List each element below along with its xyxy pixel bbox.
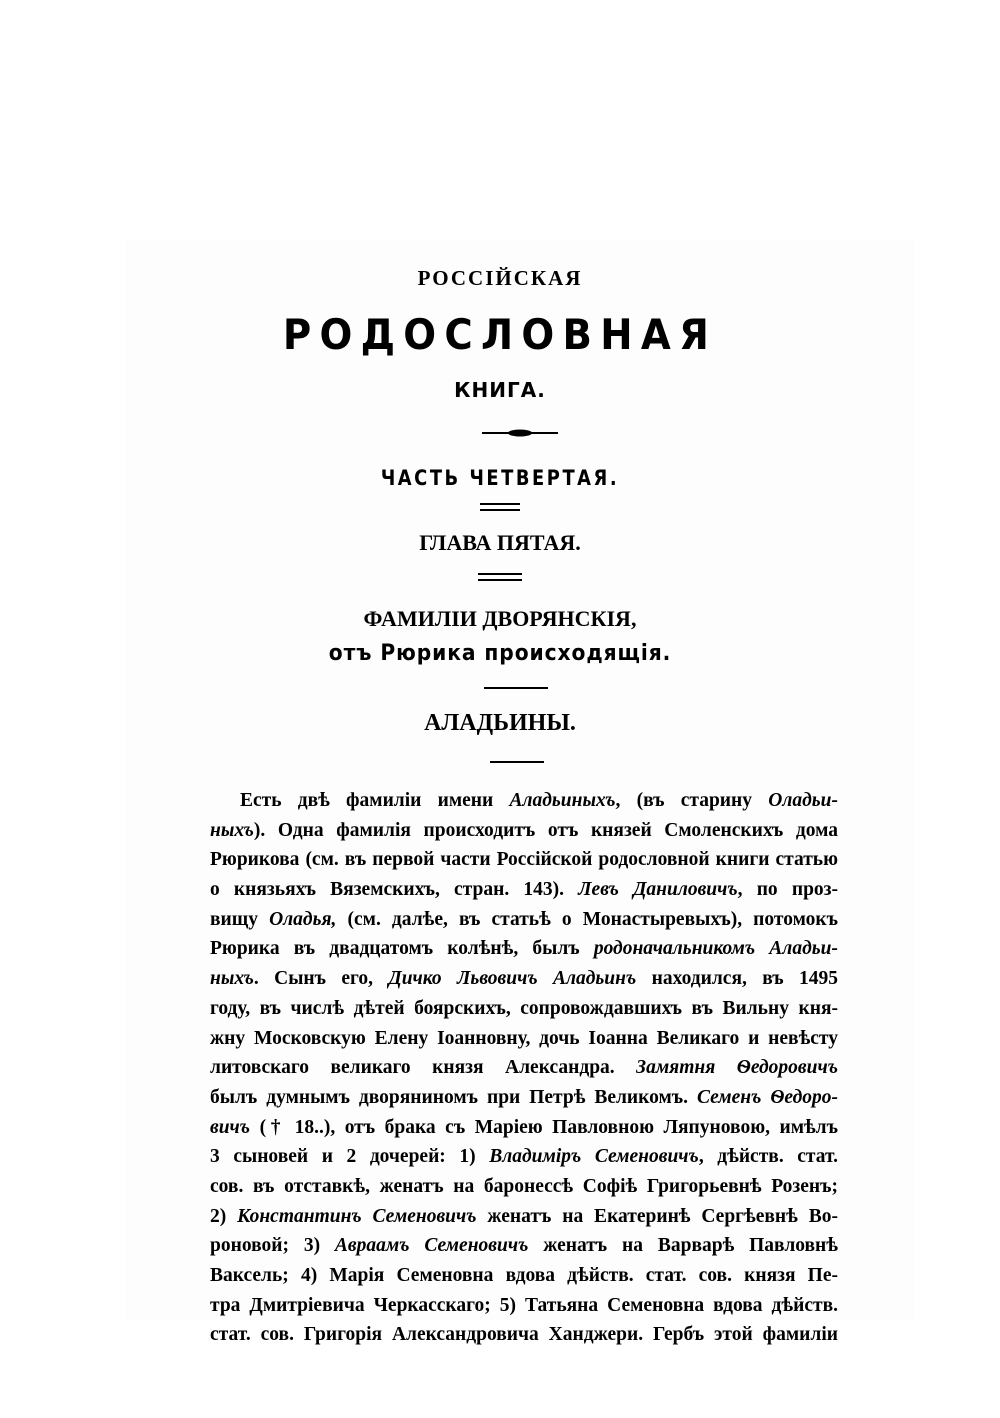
- italic-name-segment: Оладьи-: [768, 790, 838, 811]
- text-segment: о князьяхъ Вяземскихъ, стран. 143).: [210, 879, 579, 901]
- text-segment: , (въ старину: [615, 790, 769, 811]
- text-segment: , дѣйств. стат.: [698, 1146, 838, 1168]
- text-line: [210, 1291, 838, 1321]
- italic-name-segment: Константинъ Семеновичъ: [237, 1205, 477, 1227]
- text-segment: сов. въ отставкѣ, женатъ на баронессѣ Софіѣ Григорьевнѣ Розенъ;: [210, 1175, 838, 1197]
- text-segment: стат. сов. Григорія Александровича Ханджери. Гербъ этой фамиліи: [210, 1324, 838, 1346]
- text-line: [210, 1172, 838, 1202]
- italic-name-segment: ныхъ: [210, 819, 254, 841]
- text-segment: женатъ на Варварѣ Павловнѣ: [528, 1235, 838, 1257]
- double-rule: [480, 503, 520, 511]
- text-segment: 3 сыновей и 2 дочерей: 1): [210, 1146, 490, 1168]
- text-segment: ). Одна фамилія происходитъ отъ князей Смоленскихъ дома: [253, 819, 838, 841]
- text-line: [210, 1113, 838, 1143]
- text-segment: тра Дмитріевича Черкасскаго; 5) Татьяна Семеновна вдова дѣйств.: [210, 1294, 838, 1316]
- text-segment: жну Московскую Елену Іоанновну, дочь Іоанна Великаго и невѣсту: [210, 1027, 838, 1049]
- text-line: [210, 1142, 838, 1172]
- italic-name-segment: Семенъ Ѳедоро-: [696, 1086, 839, 1108]
- text-line: [210, 786, 838, 816]
- text-line: [210, 816, 838, 846]
- text-segment: былъ думнымъ дворяниномъ при Петрѣ Великомъ.: [210, 1086, 697, 1108]
- text-line: [210, 1053, 838, 1083]
- italic-name-segment: ныхъ: [210, 968, 254, 990]
- italic-name-segment: Оладья,: [269, 908, 337, 930]
- text-line: [210, 1231, 838, 1261]
- text-line: [210, 934, 838, 964]
- title-top: РОССІЙСКАЯ: [417, 266, 583, 290]
- family-heading: АЛАДЬИНЫ.: [424, 710, 576, 736]
- text-segment: году, въ числѣ дѣтей боярскихъ, сопровождавшихъ въ Вильну кня-: [210, 997, 838, 1019]
- text-line: [210, 845, 838, 875]
- text-segment: (см. далѣе, въ статьѣ о Монастыревыхъ), потомокъ: [336, 908, 838, 930]
- rule: [484, 687, 548, 689]
- section-heading: ФАМИЛІИ ДВОРЯНСКІЯ,: [363, 606, 637, 631]
- rule: [490, 761, 544, 763]
- text-segment: литовскаго великаго князя Александра.: [210, 1057, 637, 1079]
- text-segment: († 18..), отъ брака съ Маріею Павловною Ляпуновою, имѣлъ: [250, 1116, 838, 1138]
- text-line: [210, 1024, 838, 1054]
- part-heading: ЧАСТЬ ЧЕТВЕРТАЯ.: [380, 466, 620, 490]
- body-text: [210, 786, 838, 1350]
- section-subheading: отъ Рюрика происходящія.: [328, 641, 672, 666]
- italic-name-segment: Замятня Ѳедоровичъ: [636, 1057, 838, 1079]
- text-line: [210, 1261, 838, 1291]
- italic-name-segment: Аладьиныхъ: [509, 790, 616, 811]
- text-segment: находился, въ 1495: [636, 968, 838, 990]
- text-line: [210, 994, 838, 1024]
- title-bottom: КНИГА.: [454, 378, 546, 402]
- italic-name-segment: Владиміръ Семеновичъ: [489, 1146, 699, 1168]
- title-main: РОДОСЛОВНАЯ: [282, 310, 718, 359]
- text-line: [210, 1202, 838, 1232]
- italic-name-segment: вичъ: [210, 1116, 251, 1138]
- text-line: [210, 964, 838, 994]
- text-segment: 2): [210, 1205, 238, 1227]
- italic-name-segment: Авраамъ Семеновичъ: [334, 1235, 529, 1257]
- text-segment: Есть двѣ фамиліи имени: [240, 790, 510, 811]
- text-line: [210, 1083, 838, 1113]
- text-segment: Ваксель; 4) Марія Семеновна вдова дѣйств. стат. сов. князя Пе-: [210, 1265, 838, 1286]
- italic-name-segment: Левъ Даниловичъ: [578, 879, 738, 901]
- text-segment: , по проз-: [737, 879, 838, 901]
- text-segment: роновой; 3): [210, 1235, 335, 1257]
- text-line: [210, 1320, 838, 1350]
- chapter-heading: ГЛАВА ПЯТАЯ.: [419, 530, 581, 555]
- text-segment: Рюрика въ двадцатомъ колѣнѣ, былъ: [210, 938, 594, 960]
- double-rule: [478, 573, 522, 581]
- text-segment: вищу: [210, 908, 270, 930]
- text-line: [210, 905, 838, 935]
- text-segment: . Сынъ его,: [253, 968, 389, 990]
- italic-name-segment: родоначальникомъ Аладьи-: [593, 938, 838, 960]
- text-segment: Рюрикова (см. въ первой части Россійской родословной книги статью: [210, 849, 838, 871]
- text-line: [210, 875, 838, 905]
- ornament-divider: [482, 428, 558, 438]
- italic-name-segment: Дичко Львовичъ Аладьинъ: [388, 968, 637, 990]
- text-segment: женатъ на Екатеринѣ Сергѣевнѣ Во-: [476, 1205, 838, 1227]
